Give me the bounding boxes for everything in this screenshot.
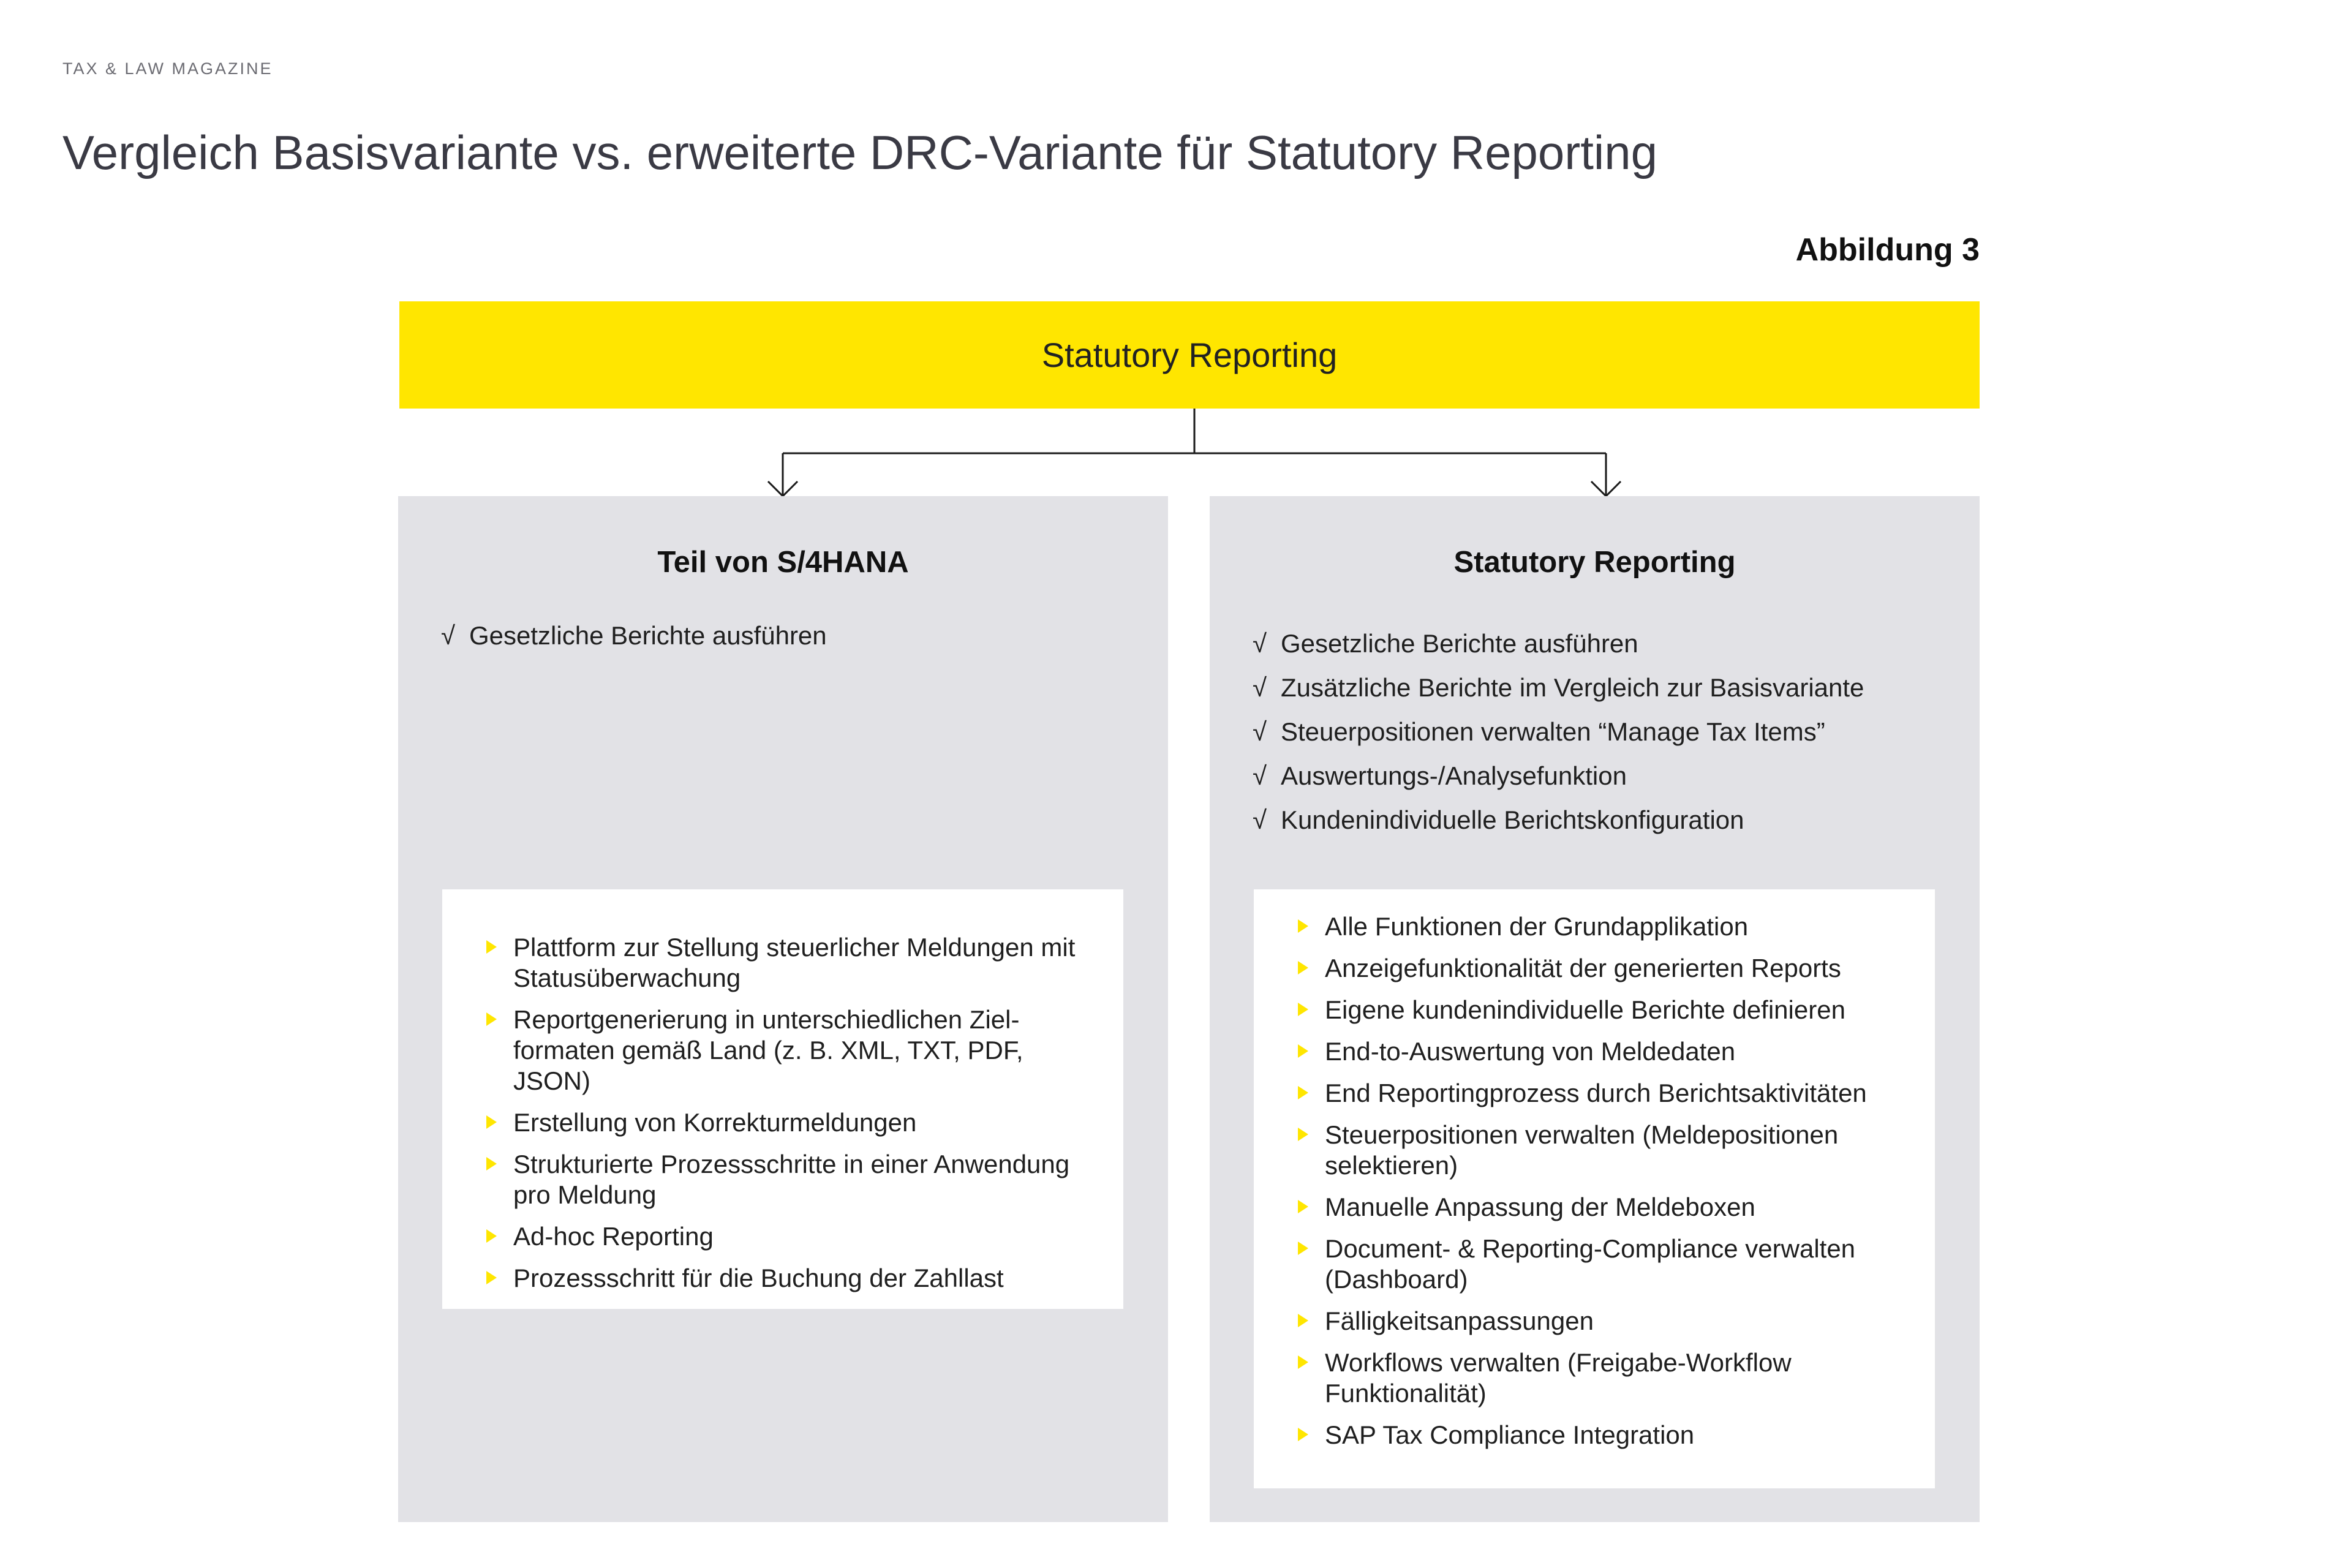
triangle-bullet-icon (1298, 1044, 1308, 1058)
feature-item-label: Fälligkeitsanpassungen (1325, 1306, 1594, 1335)
feature-item (1276, 1036, 1910, 1067)
feature-item (464, 1005, 1099, 1096)
triangle-bullet-icon (1298, 1003, 1308, 1016)
triangle-bullet-icon (1298, 1086, 1308, 1099)
feature-item (1276, 995, 1910, 1025)
check-item-label: Kundenindividuelle Berichtskonfiguration (1281, 805, 1744, 834)
feature-item-label: Manuelle Anpassung der Meldeboxen (1325, 1193, 1755, 1221)
panel-title: Statutory Reporting (1453, 546, 1736, 579)
triangle-bullet-icon (1298, 1314, 1308, 1327)
checkmark-icon: √ (1253, 673, 1267, 702)
feature-box (1254, 889, 1935, 1488)
check-item-label: Steuerpositionen verwalten “Manage Tax Items” (1281, 717, 1825, 746)
panel-extended-variant (1210, 496, 1980, 1522)
magazine-kicker: TAX & LAW MAGAZINE (62, 59, 273, 78)
check-list (1253, 622, 1864, 842)
check-item-label: Gesetzliche Berichte ausführen (1281, 629, 1638, 658)
page-title: Vergleich Basisvariante vs. erweiterte DRC-Variante für Statutory Reporting (62, 126, 1658, 180)
triangle-bullet-icon (486, 940, 497, 954)
feature-item-label: Reportgenerierung in unterschiedlichen Zielformaten gemäß Land (z. B. XML, TXT, PDF, JSON) (513, 1005, 1023, 1095)
panel-title: Teil von S/4HANA (657, 546, 909, 579)
triangle-bullet-icon (1298, 1200, 1308, 1213)
checkmark-icon: √ (1253, 761, 1267, 790)
feature-item-label: Alle Funktionen der Grundapplikation (1325, 912, 1749, 941)
triangle-bullet-icon (1298, 1355, 1308, 1369)
feature-item (1276, 1078, 1910, 1109)
feature-item-label: Anzeigefunktionalität der generierten Reports (1325, 954, 1841, 982)
feature-item-label: Steuerpositionen verwalten (Meldepositionen selektieren) (1325, 1120, 1839, 1180)
feature-item (1276, 911, 1910, 942)
feature-item-label: End Reportingprozess durch Berichtsaktivitäten (1325, 1079, 1867, 1107)
feature-item (1276, 1120, 1910, 1181)
feature-item-label: Document- & Reporting-Compliance verwalten (Dashboard) (1325, 1234, 1856, 1294)
check-item (1253, 754, 1864, 798)
feature-item-label: Prozessschritt für die Buchung der Zahllast (513, 1264, 1004, 1292)
triangle-bullet-icon (486, 1157, 497, 1170)
checkmark-icon: √ (441, 621, 456, 650)
feature-item-label: SAP Tax Compliance Integration (1325, 1420, 1695, 1449)
feature-item (1276, 1234, 1910, 1295)
feature-list (464, 932, 1099, 1294)
triangle-bullet-icon (486, 1229, 497, 1243)
check-item (1253, 666, 1864, 710)
checkmark-icon: √ (1253, 629, 1267, 658)
feature-item-label: Strukturierte Prozessschritte in einer Anwendung pro Meldung (513, 1150, 1070, 1209)
triangle-bullet-icon (1298, 1428, 1308, 1441)
feature-item (1276, 1306, 1910, 1336)
feature-box (442, 889, 1123, 1309)
check-list (441, 614, 827, 658)
feature-item-label: Erstellung von Korrekturmeldungen (513, 1108, 917, 1137)
triangle-bullet-icon (1298, 919, 1308, 933)
feature-item (464, 1221, 1099, 1252)
connector-arrows (0, 0, 2352, 502)
feature-item-label: Eigene kundenindividuelle Berichte definieren (1325, 995, 1845, 1024)
triangle-bullet-icon (1298, 1128, 1308, 1141)
feature-item (464, 1263, 1099, 1294)
triangle-bullet-icon (486, 1115, 497, 1129)
feature-item (464, 932, 1099, 993)
check-item-label: Gesetzliche Berichte ausführen (469, 621, 827, 650)
feature-item-label: Ad-hoc Reporting (513, 1222, 714, 1251)
feature-list (1276, 911, 1910, 1450)
checkmark-icon: √ (1253, 717, 1267, 746)
check-item (1253, 798, 1864, 842)
feature-item (1276, 1348, 1910, 1409)
feature-item (1276, 953, 1910, 984)
check-item (1253, 710, 1864, 754)
triangle-bullet-icon (1298, 961, 1308, 974)
feature-item (464, 1107, 1099, 1138)
check-item (441, 614, 827, 658)
triangle-bullet-icon (486, 1271, 497, 1284)
triangle-bullet-icon (1298, 1242, 1308, 1255)
check-item-label: Zusätzliche Berichte im Vergleich zur Basisvariante (1281, 673, 1864, 702)
feature-item (1276, 1192, 1910, 1223)
panel-basic-variant (398, 496, 1168, 1522)
feature-item-label: Workflows verwalten (Freigabe-Workflow Funktionalität) (1325, 1348, 1792, 1408)
feature-item-label: End-to-Auswertung von Meldedaten (1325, 1037, 1736, 1066)
checkmark-icon: √ (1253, 805, 1267, 834)
feature-item-label: Plattform zur Stellung steuerlicher Meldungen mit Statusüberwachung (513, 933, 1076, 992)
figure-label: Abbildung 3 (1795, 232, 1980, 268)
feature-item (464, 1149, 1099, 1210)
triangle-bullet-icon (486, 1012, 497, 1026)
root-node-label: Statutory Reporting (1041, 336, 1338, 374)
check-item (1253, 622, 1864, 666)
check-item-label: Auswertungs-/Analysefunktion (1281, 761, 1627, 790)
feature-item (1276, 1420, 1910, 1450)
